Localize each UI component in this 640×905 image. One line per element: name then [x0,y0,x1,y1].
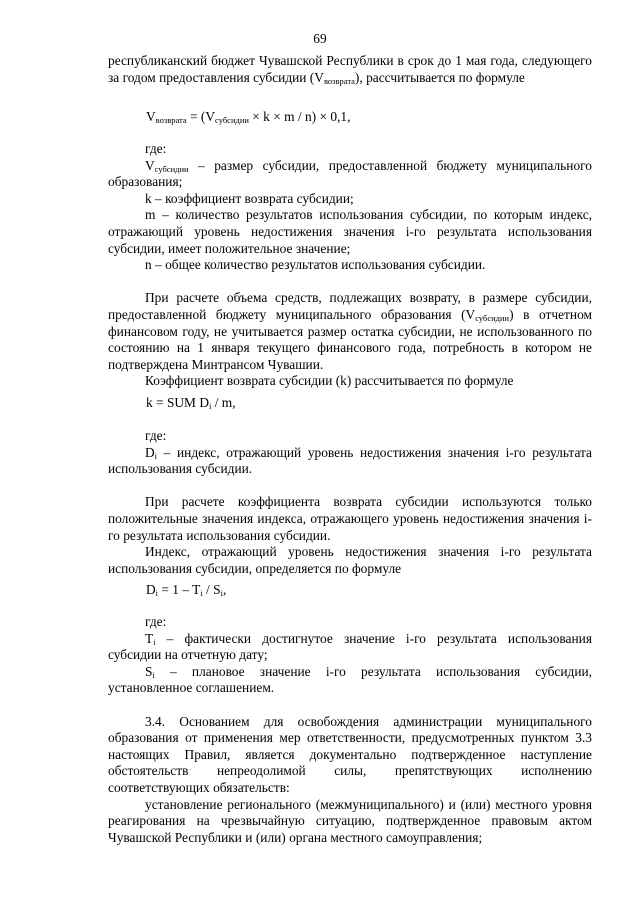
text-block-3 [108,428,592,577]
where-label-2: где: [145,428,167,443]
definition-v: $V_{субсидии}$ – размер субсидии, предоставленной бюджету муниципального образования; [108,157,592,190]
where-label: где: [145,141,167,156]
paragraph-calculation: При расчете объема средств, подлежащих возврату, в размере субсидии, предоставленной бюджету муниципального образования $(V_{субсидии})$ в отчетном финансовом году, не учитывается размер остатка субсидии, не использованного по состоянию на 1 января текущего финансового года, потребность в котором не подтверждена Минтрансом Чувашии. [108,290,592,372]
paragraph-emergency: установление регионального (межмуниципального) и (или) местного уровня реагирования на чрезвычайную ситуацию, подтвержденное правовым актом Чувашской Республики и (или) органа местного самоуправления; [108,796,592,845]
formula-return-volume: $V_{возврата} = (V_{субсидии} \times k \times m / n) \times 0,1$, [146,109,351,125]
paragraph-3-4: 3.4. Основанием для освобождения администрации муниципального образования от применения мер ответственности, предусмотренных пунктом 3.3 настоящих Правил, является документально подтвержденное наступление обстоятельств непреодолимой силы, препятствующих исполнению соответствующих обязательств: [108,713,592,795]
definition-n: n – общее количество результатов использования субсидии. [145,257,486,273]
definition-m: m – количество результатов использования субсидии, по которым индекс, отражающий уровень недостижения значения i-го результата использования субсидии, имеет положительное значение; [108,207,592,256]
text-block-4 [108,614,592,846]
definition-t: $T_i$ – фактически достигнутое значение i-го результата использования субсидии на отчетную дату; [108,630,592,663]
where-label-3: где: [145,614,167,629]
formula-coefficient: k = SUM $D_i$ / m, [146,395,236,411]
definition-d: $D_i$ – индекс, отражающий уровень недостижения значения i-го результата использования субсидии. [108,444,592,477]
text-block-2 [108,141,592,390]
formula-index: $D_i = 1 - T_i / S_i$, [146,582,227,598]
paragraph-index: Индекс, отражающий уровень недостижения значения i-го результата использования субсидии, определяется по формуле [108,544,592,576]
text-block-1 [108,53,592,86]
paragraph-intro: республиканский бюджет Чувашской Республики в срок до 1 мая года, следующего за годом предоставления субсидии $(V_{возврата})$, рассчитывается по формуле [108,53,592,86]
paragraph-coefficient: Коэффициент возврата субсидии (k) рассчитывается по формуле [145,373,514,389]
paragraph-positive: При расчете коэффициента возврата субсидии используются только положительные значения индекса, отражающего уровень недостижения значения i-го результата использования субсидии. [108,494,592,543]
definition-k: k – коэффициент возврата субсидии; [145,190,354,206]
page-number: 69 [313,31,327,46]
definition-s: $S_i$ – плановое значение i-го результата использования субсидии, установленное соглашением. [108,663,592,696]
